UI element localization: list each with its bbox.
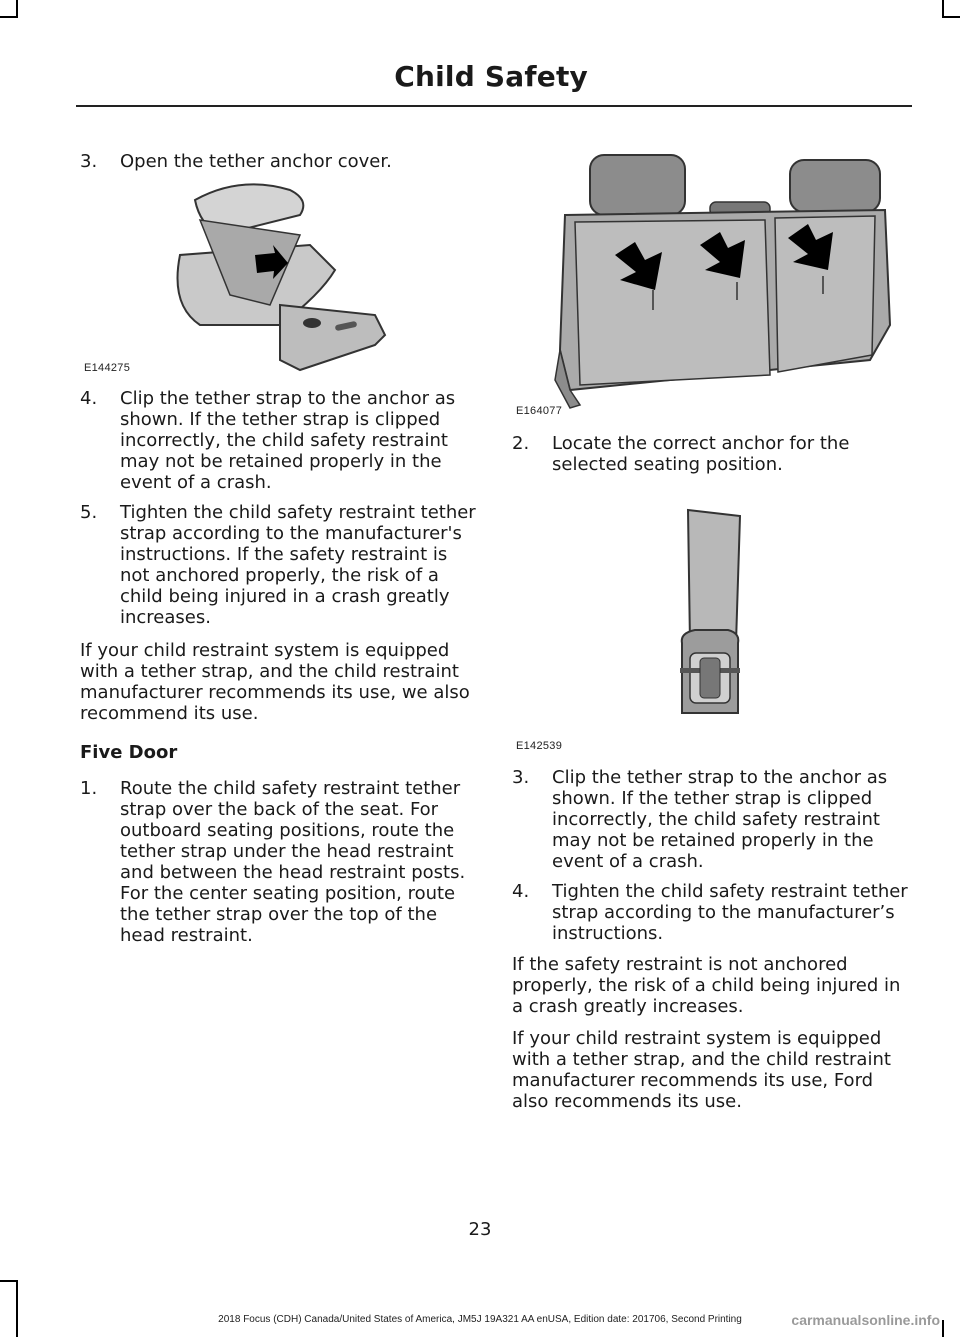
step-text: Locate the correct anchor for the selected seating position. [552, 433, 850, 475]
crop-mark-top-left [0, 16, 16, 18]
rear-seat-anchors-figure [550, 150, 895, 410]
tether-anchor-buckle-figure [670, 508, 750, 720]
crop-mark-top-left-v [16, 0, 18, 18]
step-number: 4. [80, 388, 98, 409]
right-paragraph-2: If your child restraint system is equipped with a tether strap, and the child restraint manufacturer recommends its use, Ford also recommends its use. [512, 1028, 891, 1112]
figure-label-3: E142539 [516, 740, 563, 752]
page-number: 23 [468, 1219, 492, 1240]
step-number: 5. [80, 502, 98, 523]
step-text: Tighten the child safety restraint tether strap according to the manufacturer’s instructions. [552, 881, 908, 944]
step-number: 3. [80, 151, 98, 172]
footer-text: 2018 Focus (CDH) Canada/United States of America, JM5J 19A321 AA enUSA, Edition date: 201706, Second Printing [218, 1314, 742, 1325]
step-text: Tighten the child safety restraint tether strap according to the manufacturer's instructions. If the safety restraint is not anchored properly, the risk of a child being injured in a crash greatly increases. [120, 502, 476, 628]
section-heading: Five Door [80, 742, 178, 763]
crop-mark-bottom-left [0, 1280, 16, 1282]
step-number: 2. [512, 433, 530, 454]
step-text: Open the tether anchor cover. [120, 151, 392, 172]
page-title: Child Safety [394, 60, 588, 93]
step-text: Route the child safety restraint tether strap over the back of the seat. For outboard seating positions, route the tether strap under the head restraint and between the head restraint posts. For the center seating position, route the tether strap over the top of the head restraint. [120, 778, 466, 946]
crop-mark-top-right-h [942, 16, 960, 18]
step-text: Clip the tether strap to the anchor as shown. If the tether strap is clipped incorrectly, the child safety restraint may not be retained properly in the event of a crash. [552, 767, 888, 872]
step-number: 4. [512, 881, 530, 902]
header-divider [76, 105, 912, 107]
tether-anchor-cover-figure [160, 175, 400, 375]
watermark: carmanualsonline.info [791, 1312, 940, 1328]
crop-mark-bottom-left-v [16, 1280, 18, 1337]
right-paragraph-1: If the safety restraint is not anchored properly, the risk of a child being injured in a crash greatly increases. [512, 954, 901, 1017]
figure-label-1: E144275 [84, 362, 131, 374]
step-number: 1. [80, 778, 98, 799]
left-paragraph: If your child restraint system is equipped with a tether strap, and the child restraint manufacturer recommends its use, we also recommend its use. [80, 640, 470, 724]
step-number: 3. [512, 767, 530, 788]
figure-label-2: E164077 [516, 405, 563, 417]
step-text: Clip the tether strap to the anchor as shown. If the tether strap is clipped incorrectly, the child safety restraint may not be retained properly in the event of a crash. [120, 388, 456, 493]
